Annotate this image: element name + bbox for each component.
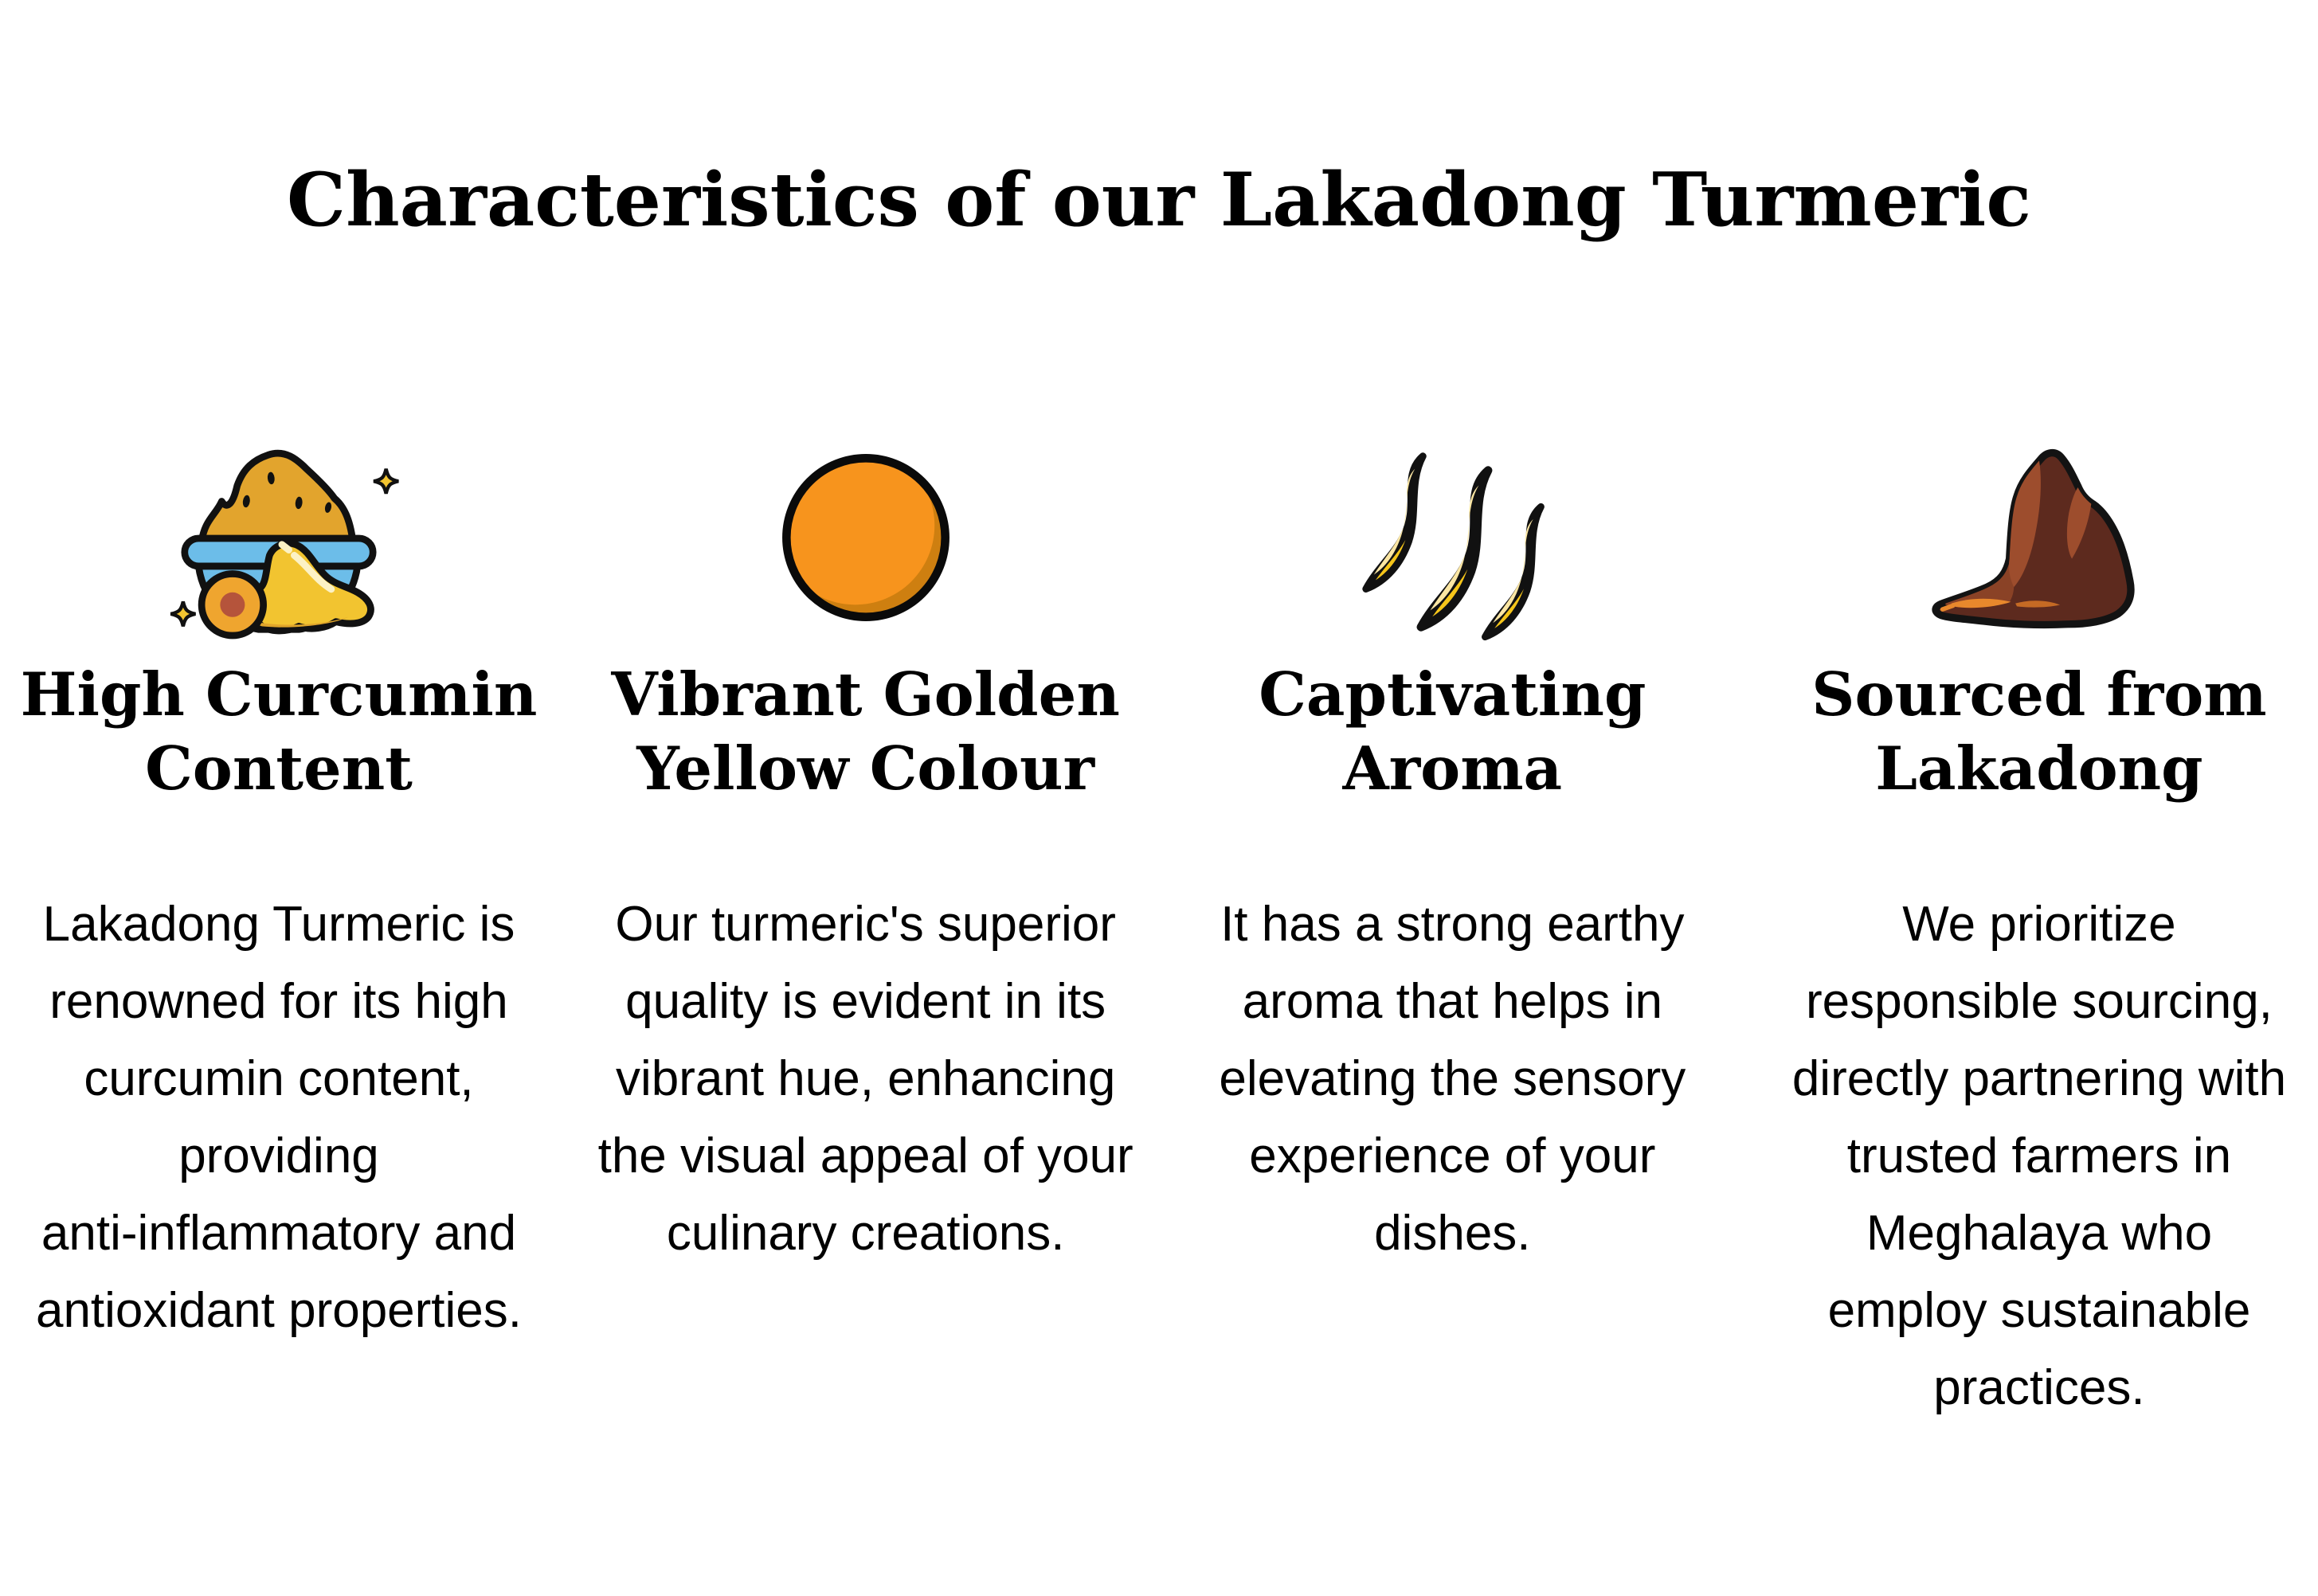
- icon-wrap: [1353, 430, 1552, 645]
- description-line: culinary creations.: [666, 1206, 1065, 1261]
- description-line: anti-inflammatory and: [41, 1206, 517, 1261]
- aroma-waves-icon: [1353, 431, 1552, 644]
- description-line: aroma that helps in: [1242, 974, 1662, 1029]
- heading-line: Sourced from: [1811, 659, 2267, 730]
- description-line: experience of your: [1249, 1129, 1656, 1183]
- golden-circle-icon: [774, 446, 957, 629]
- description-line: directly partnering with: [1791, 1051, 2287, 1106]
- description-line: elevating the sensory: [1219, 1051, 1686, 1106]
- description-line: antioxidant properties.: [35, 1283, 523, 1338]
- description-line: providing: [178, 1129, 379, 1183]
- icon-wrap: [155, 430, 402, 645]
- feature-heading: [1811, 658, 2266, 806]
- feature-column-sourced: [1760, 430, 2318, 1426]
- description-line: dishes.: [1374, 1206, 1531, 1261]
- feature-heading: [1259, 658, 1646, 806]
- description-line: Meghalaya who: [1866, 1206, 2213, 1261]
- description-line: It has a strong earthy: [1220, 897, 1685, 952]
- features-section: [0, 430, 2318, 1426]
- feature-description: [1219, 886, 1686, 1272]
- feature-column-golden-colour: [587, 430, 1145, 1426]
- description-line: curcumin content,: [84, 1051, 474, 1106]
- description-line: Our turmeric's superior: [615, 897, 1116, 952]
- turmeric-bowl-icon: [155, 430, 402, 645]
- heading-line: Yellow Colour: [636, 733, 1094, 804]
- heading-line: Aroma: [1342, 733, 1563, 804]
- heading-line: Lakadong: [1875, 733, 2203, 804]
- feature-column-aroma: [1173, 430, 1731, 1426]
- description-line: renowned for its high: [49, 974, 508, 1029]
- page-title: Characteristics of our Lakadong Turmeric: [287, 156, 2031, 243]
- heading-line: High Curcumin: [20, 659, 538, 730]
- description-line: vibrant hue, enhancing: [615, 1051, 1116, 1106]
- description-line: quality is evident in its: [625, 974, 1106, 1029]
- icon-wrap: [1928, 430, 2151, 645]
- feature-heading: [611, 658, 1119, 806]
- rock-icon: [1928, 432, 2151, 643]
- description-line: employ sustainable: [1827, 1283, 2251, 1338]
- description-line: responsible sourcing,: [1806, 974, 2273, 1029]
- description-line: We prioritize: [1902, 897, 2176, 952]
- description-line: Lakadong Turmeric is: [42, 897, 515, 952]
- feature-description: [1792, 886, 2286, 1426]
- description-line: practices.: [1933, 1360, 2145, 1415]
- feature-description: [598, 886, 1134, 1272]
- description-line: trusted farmers in: [1846, 1129, 2232, 1183]
- heading-line: Vibrant Golden: [611, 659, 1120, 730]
- description-line: the visual appeal of your: [597, 1129, 1134, 1183]
- icon-wrap: [774, 430, 957, 645]
- feature-column-high-curcumin: [0, 430, 558, 1426]
- heading-line: Content: [145, 733, 413, 804]
- heading-line: Captivating: [1259, 659, 1646, 730]
- feature-description: [36, 886, 522, 1349]
- feature-heading: [21, 658, 538, 806]
